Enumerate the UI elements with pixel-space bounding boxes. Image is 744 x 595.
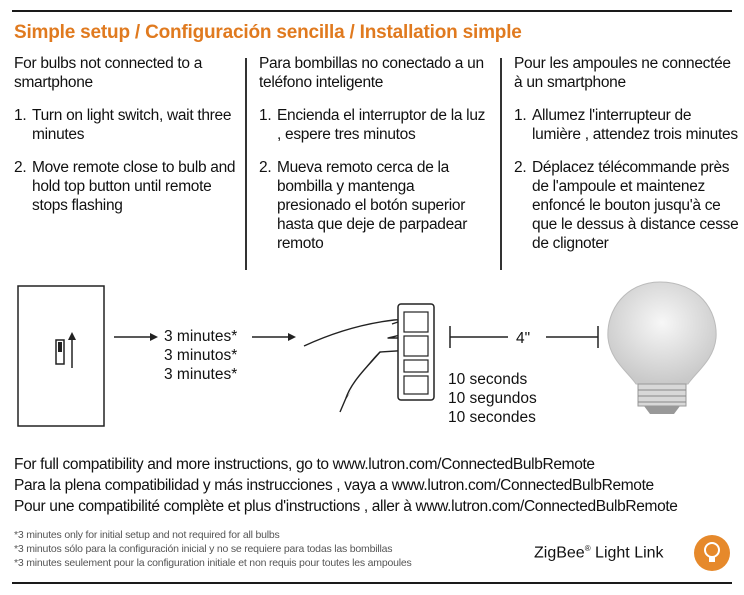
step-item: 2. Mueva remoto cerca de la bombilla y mantenga presionado el botón superior hasta que deje de parpadear remoto <box>259 159 468 252</box>
column-french <box>514 54 742 267</box>
steps-list <box>14 106 240 215</box>
zigbee-light-link-logo: ZigBee® Light Link <box>534 544 664 562</box>
compatibility-text: For full compatibility and more instructions, go to www.lutron.com/ConnectedBulbRemote Para la plena compatibilidad y más instrucciones , vaya a www.lutron.com/ConnectedBulbRemote Pour une compatibilité complète et plus d'instructions , aller à www.lutron.com/ConnectedBulbRemote <box>14 456 678 515</box>
steps-list <box>259 106 491 253</box>
setup-illustration <box>0 280 744 440</box>
column-heading: Para bombillas no conectado a un teléfono inteligente <box>259 55 484 91</box>
column-divider <box>500 58 502 270</box>
seconds-label: 10 seconds 10 segundos 10 secondes <box>448 371 537 426</box>
distance-label: 4" <box>516 330 531 347</box>
light-bulb-icon <box>608 282 716 414</box>
wall-switch-icon <box>18 286 104 426</box>
arrow-right-icon <box>114 333 158 341</box>
remote-icon <box>398 304 434 400</box>
top-rule <box>12 10 732 12</box>
page-title: Simple setup / Configuración sencilla / Installation simple <box>14 22 522 43</box>
column-divider <box>245 58 247 270</box>
column-heading: Pour les ampoules ne connectée à un smartphone <box>514 55 731 91</box>
column-spanish <box>259 54 491 267</box>
footnotes: *3 minutes only for initial setup and not required for all bulbs *3 minutos sólo para la configuración inicial y no se requiere para todas las bombillas *3 minutes seulement pour la configuration initiale et non requis pour toutes les ampoules <box>14 529 412 569</box>
step-item: 1. Turn on light switch, wait three minutes <box>14 107 232 143</box>
step-item: 1. Encienda el interruptor de la luz , espere tres minutos <box>259 107 486 143</box>
minutes-label: 3 minutes* 3 minutos* 3 minutes* <box>164 328 238 383</box>
step-item: 2. Déplacez télécommande près de l'ampoule et maintenez enfoncé le bouton jusqu'à ce que le dessus à distance cesse de clignoter <box>514 159 739 252</box>
bottom-rule <box>12 582 732 584</box>
arrow-right-icon <box>252 333 296 341</box>
column-heading: For bulbs not connected to a smartphone <box>14 55 203 91</box>
bulb-badge-icon <box>694 535 730 571</box>
steps-list <box>514 106 742 253</box>
step-item: 1. Allumez l'interrupteur de lumière , attendez trois minutes <box>514 107 738 143</box>
step-item: 2. Move remote close to bulb and hold top button until remote stops flashing <box>14 159 236 214</box>
column-english <box>14 54 240 229</box>
